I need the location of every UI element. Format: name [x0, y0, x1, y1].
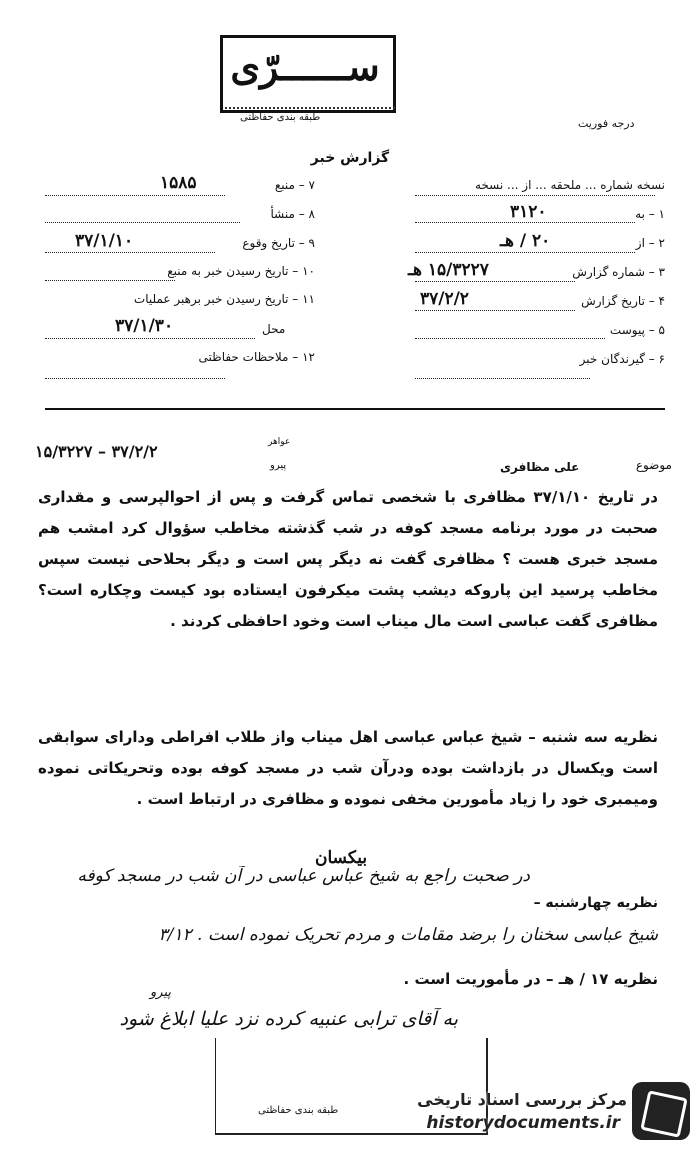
urgency-label: درجه فوریت: [578, 117, 635, 130]
source-receipt-date-line: [45, 280, 175, 281]
signature-note: پیرو: [150, 985, 171, 1000]
subject-ref-number: ۳۷/۲/۲ – ۱۵/۳۲۲۷: [35, 442, 158, 461]
operation-receipt-date-label: ۱۱ – تاریخ رسیدن خبر برهبر عملیات: [133, 292, 315, 306]
archive-logo-mark: [640, 1090, 687, 1137]
handwritten-line-1: در صحبت راجع به شیخ عباس عباسی در آن شب در مسجد کوفه: [77, 866, 530, 886]
security-notes-line: [45, 378, 225, 379]
classification-label: طبقه بندی حفاظتی: [240, 112, 321, 123]
handwritten-line-2: شیخ عباسی سخنان را برضد مقامات و مردم تحریک نموده است . ۳/۱۲: [158, 925, 658, 945]
operation-receipt-date-line: [45, 338, 255, 339]
report-title: گزارش خبر: [310, 150, 390, 166]
field-from-label: ۲ – از: [635, 236, 665, 250]
place-label: محل: [262, 322, 286, 336]
source-value: ۱۵۸۵: [160, 173, 197, 193]
subject-ref-bottom: پیرو: [270, 460, 287, 471]
handwritten-signature-note: به آقای ترابی عنبیه کرده نزد علیا ابلاغ شود: [119, 1008, 458, 1030]
subject-value: علی مظافری: [500, 460, 580, 474]
occurrence-date-label: ۹ – تاریخ وقوع: [242, 236, 315, 250]
field-from-value: ۲۰ / هـ: [500, 231, 551, 251]
recipients-line: [415, 378, 590, 379]
stamp-dotted-line: [225, 107, 395, 109]
paragraph-2: نظریه سه شنبه – شیخ عباس عباسی اهل میناب واز طلاب افراطی ودارای سوابقی است ویکسال در بازداشت بوده ودرآن شب در مسجد کوفه بوده وتحریکاتی نموده ومیمبری خود را زیاد مأمورین مخفی نموده و مظافری در ارتباط است .: [38, 728, 658, 808]
watermark-persian: مرکز بررسی اسناد تاریخی: [417, 1090, 627, 1109]
paragraph-4: نظریه ۱۷ / هـ – در مأموریت است .: [403, 970, 658, 988]
field-to-value: ۳۱۲۰: [510, 202, 547, 222]
occurrence-date-line: [45, 252, 215, 253]
report-number-label: ۳ – شماره گزارش: [572, 265, 665, 279]
report-date-line: [415, 310, 575, 311]
origin-line: [45, 222, 240, 223]
operation-receipt-date-value: ۳۷/۱/۳۰: [115, 316, 174, 336]
field-from-line: [415, 252, 635, 253]
paragraph-3-prefix: نظریه چهارشنبه –: [533, 895, 658, 911]
source-line: [45, 195, 225, 196]
field-to-line: [415, 222, 635, 223]
paragraph-2-name: بیکسان: [315, 848, 368, 868]
paragraph-1: در تاریخ ۳۷/۱/۱۰ مظافری با شخصی تماس گرفت و پس از احوالپرسی و مقداری صحبت در مورد برنامه مسجد کوفه در شب گذشته مخاطب سؤوال کرد امشب هم مسجد خبری هست ؟ مظافری گفت نه دیگر پس است و دیگر بحلاحی نیست سپس مخاطب پرسید این پاروکه دیشب پشت میکرفون ایستاده بود کیست وچکاره است؟ مظافری گفت عباسی است مال میناب است وخود احافظی کردند .: [38, 488, 658, 630]
attachment-line: [415, 338, 605, 339]
report-date-value: ۳۷/۲/۲: [420, 289, 469, 309]
copies-field: نسخه شماره ... ملحقه ... از ... نسخه: [475, 178, 665, 192]
attachment-label: ۵ – پیوست: [609, 323, 665, 337]
section-divider: [45, 408, 665, 410]
source-label: ۷ – منبع: [274, 178, 315, 192]
occurrence-date-value: ۳۷/۱/۱۰: [75, 231, 134, 251]
recipients-label: ۶ – گیرندگان خبر: [579, 352, 665, 366]
report-number-value: ۱۵/۳۲۲۷ هـ: [408, 260, 489, 280]
subject-label: موضوع: [635, 458, 672, 472]
source-receipt-date-label: ۱۰ – تاریخ رسیدن خبر به منبع: [167, 264, 315, 278]
field-to-label: ۱ – به: [635, 207, 665, 221]
copies-line: [415, 195, 655, 196]
report-date-label: ۴ – تاریخ گزارش: [581, 294, 665, 308]
subject-ref-top: عواهر: [268, 437, 291, 447]
classification-stamp: ســــــرّی: [230, 44, 380, 89]
footer-classification-label: طبقه بندی حفاظتی: [258, 1105, 339, 1116]
origin-label: ۸ – منشأ: [270, 207, 315, 221]
report-number-line: [415, 281, 575, 282]
watermark-url: historydocuments.ir: [426, 1113, 620, 1133]
security-notes-label: ۱۲ – ملاحظات حفاظتی: [198, 350, 315, 364]
